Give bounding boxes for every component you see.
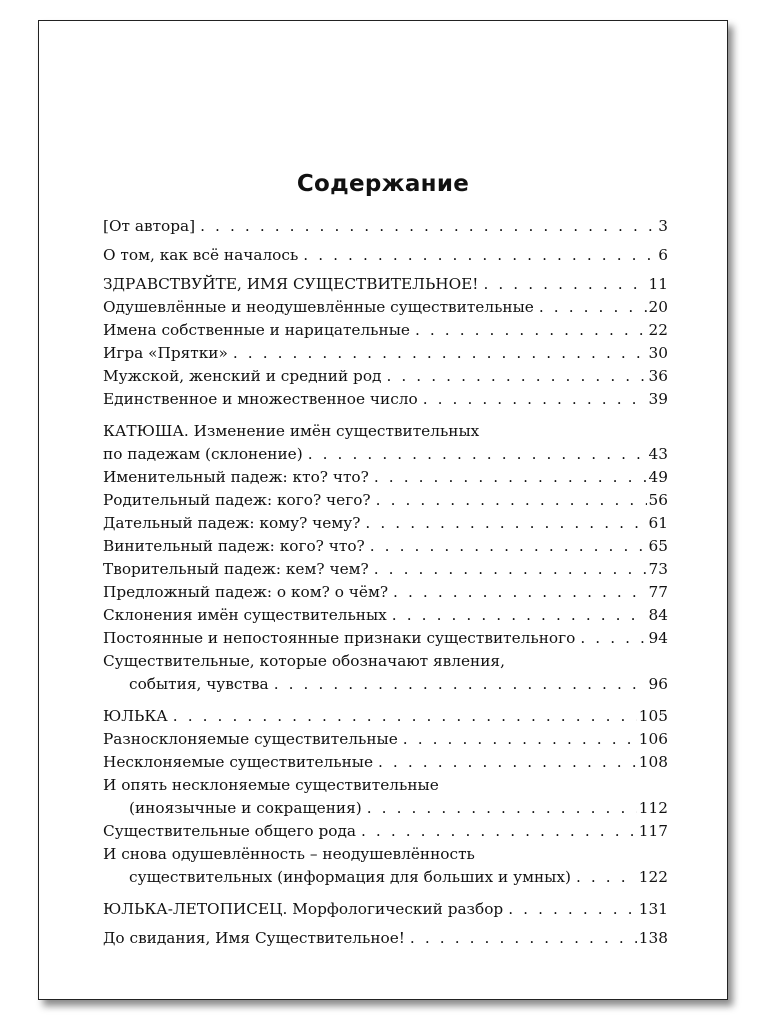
toc-entry-label: Предложный падеж: о ком? о чём? xyxy=(103,583,389,601)
toc-entry xyxy=(103,489,668,512)
toc-entry-label: И опять несклоняемые существительные xyxy=(103,776,439,794)
toc-entry xyxy=(103,728,668,751)
toc-entry-label: Одушевлённые и неодушевлённые существительные xyxy=(103,298,534,316)
toc-entry xyxy=(103,604,668,627)
toc-entry-page: 112 xyxy=(638,799,668,817)
toc-entry-page: 106 xyxy=(638,730,668,748)
toc-entry xyxy=(103,296,668,319)
toc-entry-page: 84 xyxy=(648,606,668,624)
toc-dot-leader xyxy=(393,581,646,604)
toc-entry-label-continued: (иноязычные и сокращения) xyxy=(129,799,362,817)
toc-dot-leader xyxy=(576,866,637,889)
toc-entry xyxy=(103,388,668,411)
toc-dot-leader xyxy=(233,342,647,365)
toc-entry-page: 96 xyxy=(648,675,668,693)
toc-entry-label: Имена собственные и нарицательные xyxy=(103,321,410,339)
toc-dot-leader xyxy=(173,705,637,728)
toc-dot-leader xyxy=(483,273,646,296)
toc-dot-leader xyxy=(508,898,637,921)
toc-dot-leader xyxy=(410,927,637,950)
toc-entry xyxy=(103,866,668,889)
toc-dot-leader xyxy=(423,388,647,411)
document-page xyxy=(38,20,728,1000)
toc-entry xyxy=(103,898,668,921)
toc-entry-label: ЗДРАВСТВУЙТЕ, ИМЯ СУЩЕСТВИТЕЛЬНОЕ! xyxy=(103,275,479,293)
toc-entry-first-line xyxy=(103,420,668,443)
toc-entry-page: 22 xyxy=(648,321,668,339)
toc-entry-page: 122 xyxy=(638,868,668,886)
toc-entry xyxy=(103,443,668,466)
toc-entry-page: 49 xyxy=(648,468,668,486)
toc-entry xyxy=(103,512,668,535)
toc-dot-leader xyxy=(392,604,647,627)
toc-entry-label: Постоянные и непостоянные признаки существительного xyxy=(103,629,576,647)
toc-dot-leader xyxy=(200,215,656,238)
toc-entry xyxy=(103,273,668,296)
toc-entry-page: 94 xyxy=(648,629,668,647)
toc-entry-label: До свидания, Имя Существительное! xyxy=(103,929,405,947)
toc-entry xyxy=(103,797,668,820)
toc-entry-first-line xyxy=(103,650,668,673)
toc-entry-label: ЮЛЬКА xyxy=(103,707,168,725)
toc-entry-page: 11 xyxy=(648,275,668,293)
toc-entry-page: 65 xyxy=(648,537,668,555)
toc-entry xyxy=(103,215,668,238)
toc-entry-label-continued: события, чувства xyxy=(129,675,269,693)
toc-entry-label: О том, как всё началось xyxy=(103,246,299,264)
toc-dot-leader xyxy=(370,535,647,558)
toc-entry-page: 3 xyxy=(658,217,668,235)
toc-dot-leader xyxy=(374,466,647,489)
toc-entry-label: Мужской, женский и средний род xyxy=(103,367,382,385)
toc-entry-page: 43 xyxy=(648,445,668,463)
toc-entry-label: Творительный падеж: кем? чем? xyxy=(103,560,369,578)
toc-dot-leader xyxy=(376,489,647,512)
toc-dot-leader xyxy=(361,820,637,843)
toc-dot-leader xyxy=(303,244,656,267)
toc-dot-leader xyxy=(378,751,637,774)
toc-entry-first-line xyxy=(103,774,668,797)
toc-entry xyxy=(103,820,668,843)
toc-entry-page: 6 xyxy=(658,246,668,264)
toc-entry-label: Родительный падеж: кого? чего? xyxy=(103,491,371,509)
toc-entry-page: 108 xyxy=(638,753,668,771)
toc-entry xyxy=(103,342,668,365)
toc-dot-leader xyxy=(415,319,647,342)
toc-entry-label: [От автора] xyxy=(103,217,196,235)
toc-entry xyxy=(103,927,668,950)
toc-entry-label-continued: существительных (информация для больших и умных) xyxy=(129,868,571,886)
toc-entry-label: И снова одушевлённость – неодушевлённость xyxy=(103,845,475,863)
toc-entry xyxy=(103,751,668,774)
toc-entry xyxy=(103,581,668,604)
toc-entry-page: 30 xyxy=(648,344,668,362)
toc-entry-label: Существительные общего рода xyxy=(103,822,356,840)
toc-dot-leader xyxy=(367,797,637,820)
toc-entry-page: 138 xyxy=(638,929,668,947)
toc-entry-label: Винительный падеж: кого? что? xyxy=(103,537,365,555)
toc-entry xyxy=(103,466,668,489)
toc-entry-label: Единственное и множественное число xyxy=(103,390,418,408)
toc-entry-label: Именительный падеж: кто? что? xyxy=(103,468,369,486)
toc-dot-leader xyxy=(374,558,647,581)
toc-entry-label: ЮЛЬКА-ЛЕТОПИСЕЦ. Морфологический разбор xyxy=(103,900,504,918)
toc-entry xyxy=(103,705,668,728)
toc-entry xyxy=(103,627,668,650)
page-title: Содержание xyxy=(296,171,470,197)
toc-dot-leader xyxy=(308,443,647,466)
toc-entry-label: Разносклоняемые существительные xyxy=(103,730,398,748)
toc-entry xyxy=(103,244,668,267)
toc-entry-first-line xyxy=(103,843,668,866)
toc-dot-leader xyxy=(274,673,647,696)
toc-entry-page: 73 xyxy=(648,560,668,578)
toc-entry-page: 39 xyxy=(648,390,668,408)
toc-entry xyxy=(103,365,668,388)
toc-entry xyxy=(103,535,668,558)
toc-entry-label-continued: по падежам (склонение) xyxy=(103,445,303,463)
toc-dot-leader xyxy=(580,627,646,650)
toc-dot-leader xyxy=(365,512,646,535)
toc-entry-label: Дательный падеж: кому? чему? xyxy=(103,514,361,532)
toc-entry-label: Игра «Прятки» xyxy=(103,344,228,362)
toc-entry-label: КАТЮША. Изменение имён существительных xyxy=(103,422,480,440)
toc-entry-label: Склонения имён существительных xyxy=(103,606,387,624)
toc-entry-page: 61 xyxy=(648,514,668,532)
toc-entry-page: 117 xyxy=(638,822,668,840)
toc-entry-page: 56 xyxy=(648,491,668,509)
toc-entry xyxy=(103,319,668,342)
toc-entry xyxy=(103,673,668,696)
toc-entry xyxy=(103,558,668,581)
toc-entry-page: 36 xyxy=(648,367,668,385)
toc-entry-page: 105 xyxy=(638,707,668,725)
toc-entry-page: 20 xyxy=(648,298,668,316)
toc-dot-leader xyxy=(403,728,637,751)
toc-dot-leader xyxy=(386,365,646,388)
toc-entry-label: Существительные, которые обозначают явления, xyxy=(103,652,505,670)
toc-entry-page: 131 xyxy=(638,900,668,918)
toc-dot-leader xyxy=(539,296,647,319)
toc-entry-label: Несклоняемые существительные xyxy=(103,753,373,771)
table-of-contents xyxy=(103,215,668,950)
toc-entry-page: 77 xyxy=(648,583,668,601)
